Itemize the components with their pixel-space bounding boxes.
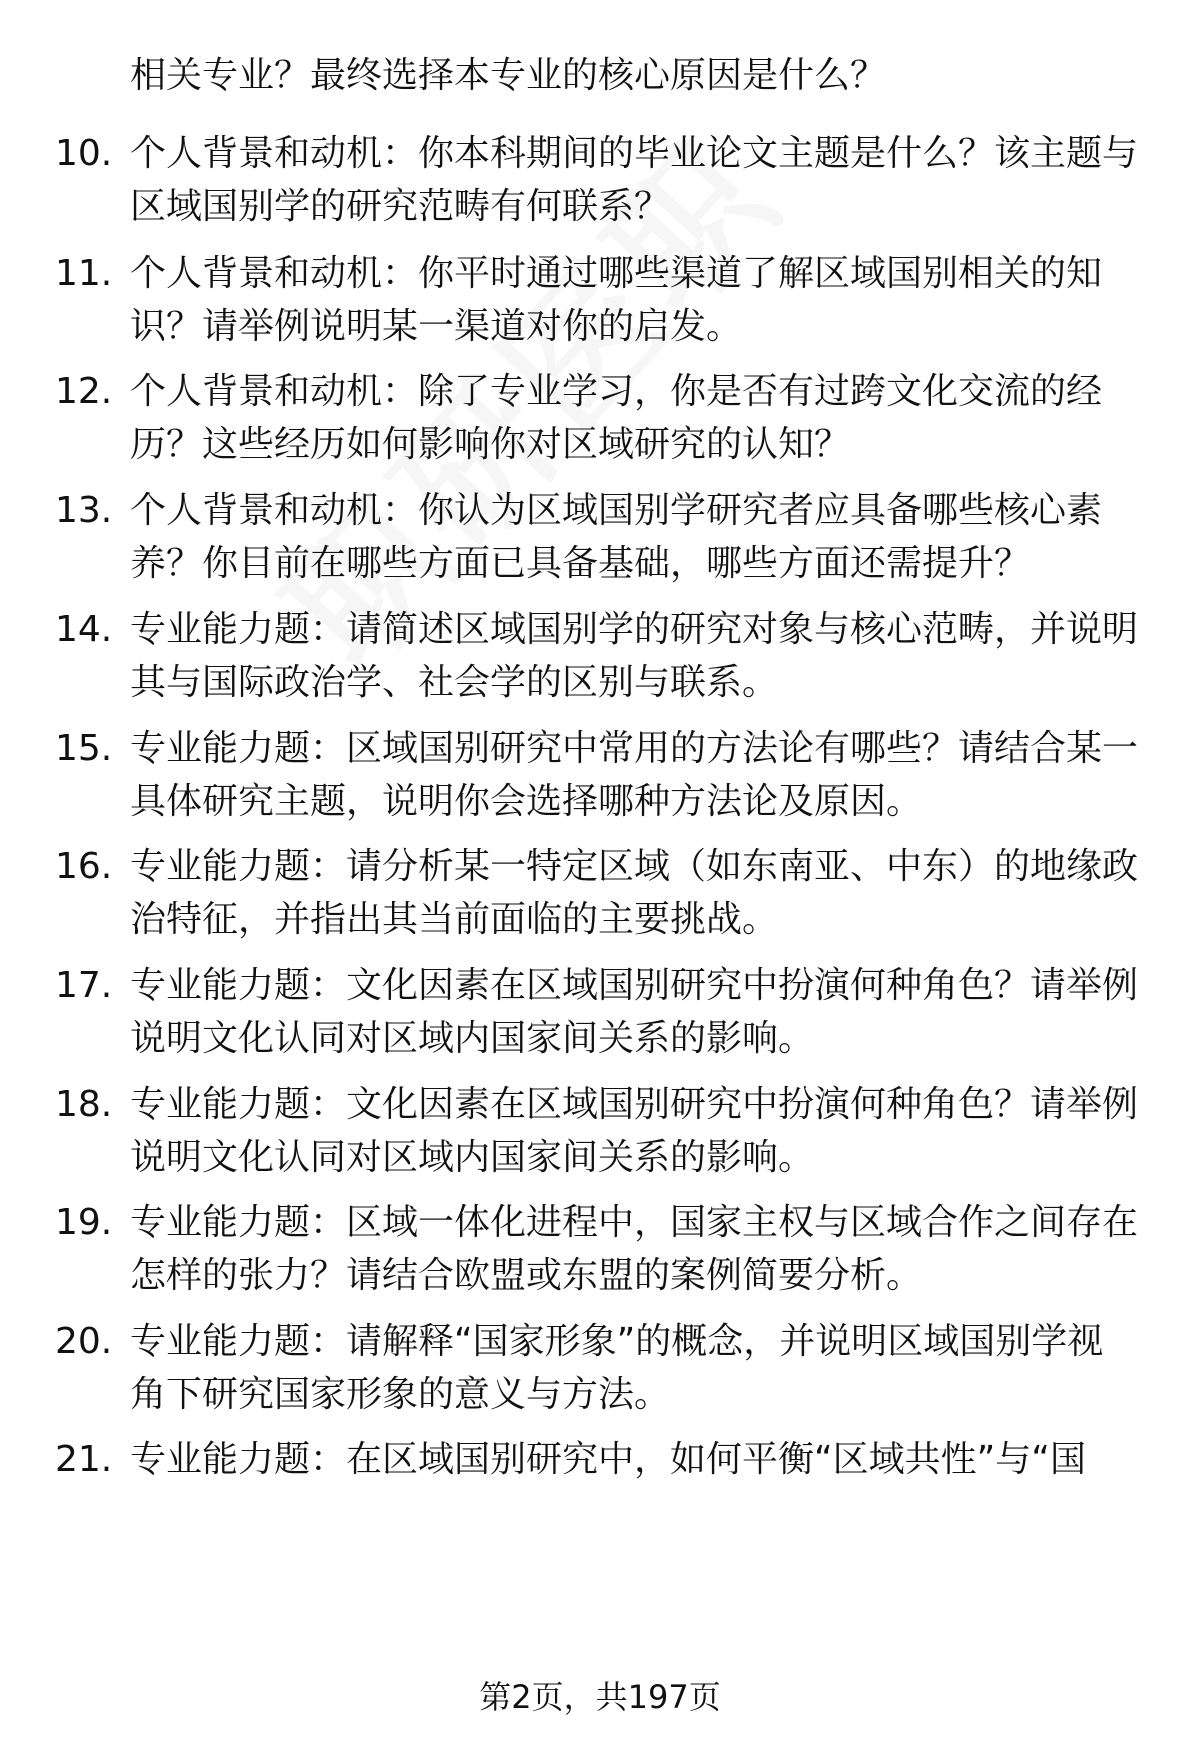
question-number: 10.: [55, 133, 113, 174]
question-item-21: [0, 1436, 1200, 1546]
question-item-14: [0, 606, 1200, 716]
question-text-line2: 角下研究国家形象的意义与方法。: [130, 1374, 671, 1415]
question-item-16: [0, 843, 1200, 953]
question-text-line2: 说明文化认同对区域内国家间关系的影响。: [130, 1018, 815, 1059]
question-text-line1: 个人背景和动机：除了专业学习，你是否有过跨文化交流的经: [130, 371, 1103, 412]
question-number: 13.: [55, 490, 113, 531]
question-text-line2: 说明文化认同对区域内国家间关系的影响。: [130, 1137, 815, 1178]
question-text-line1: 专业能力题：请解释“国家形象”的概念，并说明区域国别学视: [130, 1321, 1104, 1362]
question-text-line1: 专业能力题：文化因素在区域国别研究中扮演何种角色？请举例: [130, 965, 1139, 1006]
question-item-18: [0, 1081, 1200, 1191]
question-number: 15.: [55, 728, 113, 769]
question-number: 18.: [55, 1084, 113, 1125]
question-text-line2: 具体研究主题，说明你会选择哪种方法论及原因。: [130, 781, 923, 822]
question-text-line2: 养？你目前在哪些方面已具备基础，哪些方面还需提升？: [130, 543, 1031, 584]
question-text-line2: 怎样的张力？请结合欧盟或东盟的案例简要分析。: [130, 1255, 923, 1296]
question-text-line1: 个人背景和动机：你平时通过哪些渠道了解区域国别相关的知: [130, 253, 1103, 294]
question-text-line1: 个人背景和动机：你本科期间的毕业论文主题是什么？该主题与: [130, 133, 1139, 174]
question-text-line2: 区域国别学的研究范畴有何联系？: [130, 186, 671, 227]
continuation-line: 相关专业？最终选择本专业的核心原因是什么？: [130, 55, 887, 96]
question-text-line1: 专业能力题：在区域国别研究中，如何平衡“区域共性”与“国: [130, 1439, 1086, 1480]
question-item-15: [0, 725, 1200, 835]
question-item-11: [0, 250, 1200, 360]
question-text-line2: 历？这些经历如何影响你对区域研究的认知？: [130, 424, 851, 465]
question-text-line1: 个人背景和动机：你认为区域国别学研究者应具备哪些核心素: [130, 490, 1103, 531]
question-text-line2: 识？请举例说明某一渠道对你的启发。: [130, 306, 743, 347]
question-text-line2: 治特征，并指出其当前面临的主要挑战。: [130, 899, 779, 940]
question-item-17: [0, 962, 1200, 1072]
question-number: 16.: [55, 846, 113, 887]
question-text-line1: 专业能力题：请简述区域国别学的研究对象与核心范畴，并说明: [130, 609, 1139, 650]
question-number: 12.: [55, 371, 113, 412]
page-number-footer: 第2页，共197页: [479, 1678, 721, 1716]
question-text-line1: 专业能力题：区域一体化进程中，国家主权与区域合作之间存在: [130, 1202, 1139, 1243]
question-item-10: [0, 130, 1200, 240]
question-number: 14.: [55, 609, 113, 650]
question-number: 11.: [55, 253, 113, 294]
question-item-19: [0, 1199, 1200, 1309]
question-item-12: [0, 368, 1200, 478]
question-number: 17.: [55, 965, 113, 1006]
question-text-line1: 专业能力题：请分析某一特定区域（如东南亚、中东）的地缘政: [130, 846, 1139, 887]
question-number: 19.: [55, 1202, 113, 1243]
question-text-line1: 专业能力题：文化因素在区域国别研究中扮演何种角色？请举例: [130, 1084, 1139, 1125]
question-number: 21.: [55, 1439, 113, 1480]
question-text-line1: 专业能力题：区域国别研究中常用的方法论有哪些？请结合某一: [130, 728, 1139, 769]
question-item-20: [0, 1318, 1200, 1428]
question-number: 20.: [55, 1321, 113, 1362]
question-text-line2: 其与国际政治学、社会学的区别与联系。: [130, 662, 779, 703]
question-item-13: [0, 487, 1200, 597]
